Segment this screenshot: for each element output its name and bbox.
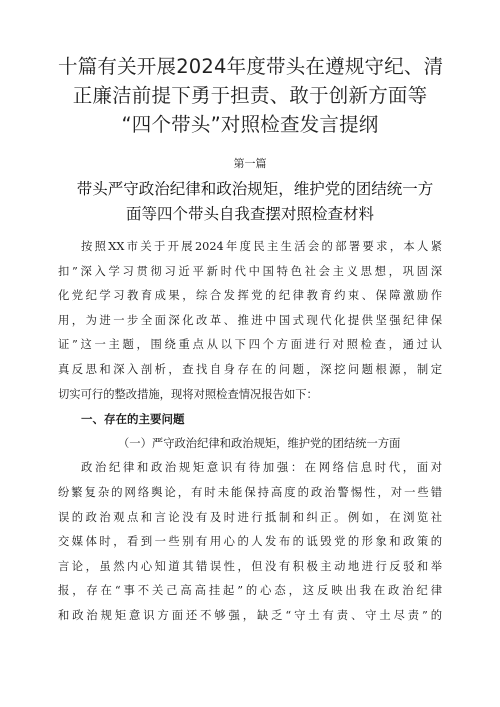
intro-line: 化党纪学习教育成果，综合发挥党的纪律教育约束、保障激励作 <box>58 289 442 303</box>
heading-main-problems: 一、存在的主要问题 <box>81 412 185 427</box>
subheading-political-discipline: （一）严守政治纪律和政治规矩，维护党的团结统一方面 <box>118 436 401 450</box>
paragraph-line: 纷繁复杂的网络舆论，有时未能保持高度的政治警惕性，对一些错 <box>58 485 442 499</box>
intro-line: 按照XX市关于开展2024年度民主生活会的部署要求，本人紧 <box>81 240 442 253</box>
document-title <box>58 52 442 139</box>
section-label: 第一篇 <box>233 157 267 170</box>
intro-line: 真反思和深入剖析，查找自身存在的问题，深挖问题根源，制定 <box>58 362 442 376</box>
paragraph-line: 交媒体时，看到一些别有用心的人发布的诋毁党的形象和政策的 <box>58 535 442 549</box>
paragraph-line: 政治纪律和政治规矩意识有待加强：在网络信息时代，面对 <box>81 461 442 475</box>
paragraph-line: 报，存在“事不关己高高挂起”的心态，这反映出我在政治纪律 <box>58 584 442 598</box>
intro-line: 扣”深入学习贯彻习近平新时代中国特色社会主义思想，巩固深 <box>58 264 442 278</box>
paragraph-line: 误的政治观点和言论没有及时进行抵制和纠正。例如，在浏览社 <box>58 510 442 524</box>
title-line: 正廉洁前提下勇于担责、敢于创新方面等 <box>72 84 428 107</box>
title-line: 十篇有关开展2024年度带头在遵规守纪、清 <box>58 55 444 78</box>
paragraph-line: 和政治规矩意识方面还不够强，缺乏“守土有责、守土尽责”的 <box>58 608 442 622</box>
intro-line: 证”这一主题，围绕重点从以下四个方面进行对照检查，通过认 <box>58 338 442 352</box>
title-line: “四个带头”对照检查发言提纲 <box>121 113 379 136</box>
section-title-line: 带头严守政治纪律和政治规矩，维护党的团结统一方 <box>76 180 434 198</box>
paragraph-line: 言论，虽然内心知道其错误性，但没有积极主动地进行反驳和举 <box>58 559 442 573</box>
intro-line: 切实可行的整改措施，现将对照检查情况报告如下： <box>58 387 318 401</box>
section-title-line: 面等四个带头自我查摆对照检查材料 <box>125 205 374 223</box>
section-title <box>58 177 442 227</box>
intro-line: 用，为进一步全面深化改革、推进中国式现代化提供坚强纪律保 <box>58 313 442 327</box>
document-body <box>58 235 442 629</box>
